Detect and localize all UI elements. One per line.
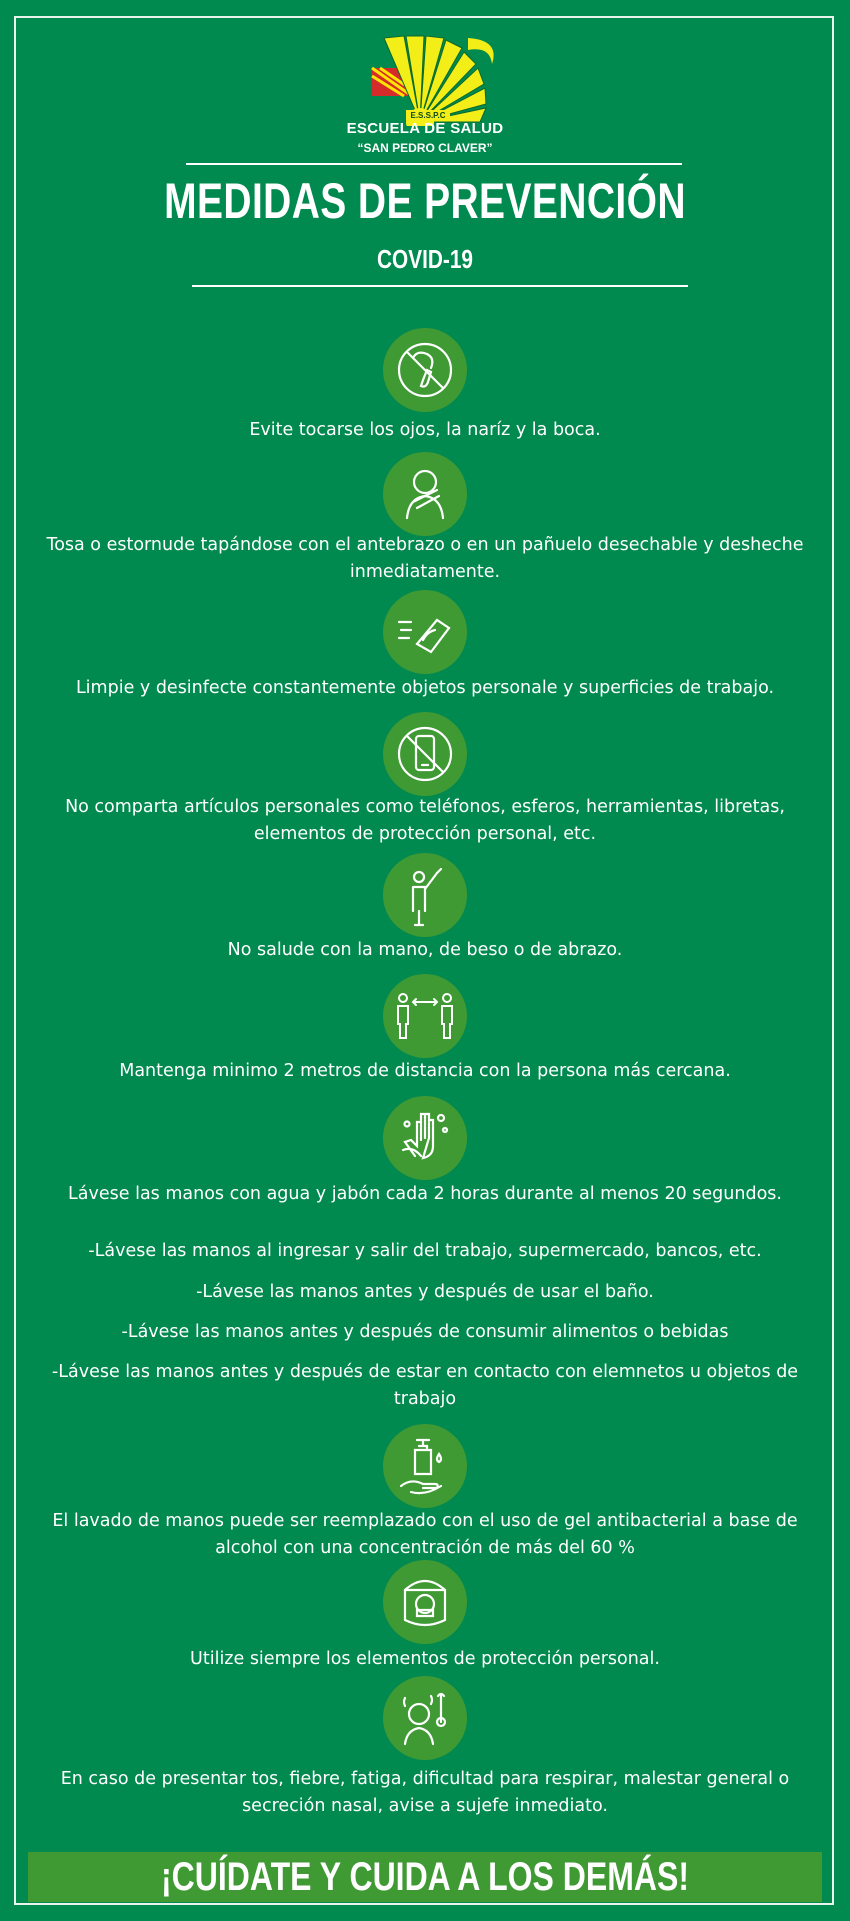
- measure-text: Tosa o estornude tapándose con el antebrazo o en un pañuelo desechable y desheche inmediatamente.: [46, 535, 804, 582]
- no-share-phone-icon: [383, 712, 467, 796]
- wash-note: -Lávese las manos al ingresar y salir del trabajo, supermercado, bancos, etc.: [88, 1241, 762, 1261]
- wash-hands-icon: [383, 1096, 467, 1180]
- measure-text: Utilize siempre los elementos de protección personal.: [190, 1649, 660, 1669]
- no-touch-face-icon: [383, 328, 467, 412]
- school-logo: [370, 34, 500, 126]
- wave-greeting-icon: [383, 853, 467, 937]
- footer-slogan: ¡CUÍDATE Y CUIDA A LOS DEMÁS!: [160, 1855, 690, 1899]
- page-subtitle: COVID-19: [377, 244, 473, 274]
- measure-text: Limpie y desinfecte constantemente objetos personale y superficies de trabajo.: [75, 678, 775, 698]
- school-name: ESCUELA DE SALUD: [346, 120, 504, 137]
- measure-text: El lavado de manos puede ser reemplazado con el uso de gel antibacterial a base de alcohol con una concentración de más del 60 %: [52, 1511, 798, 1558]
- title-bottom-rule: [192, 285, 688, 287]
- measure-text: No salude con la mano, de beso o de abrazo.: [227, 940, 623, 960]
- school-subtitle: “SAN PEDRO CLAVER”: [357, 141, 493, 155]
- svg-text:E.S.S.P.C: E.S.S.P.C: [410, 111, 446, 120]
- wash-note: -Lávese las manos antes y después de estar en contacto con elemnetos u objetos de trabajo: [51, 1362, 799, 1409]
- page-title: MEDIDAS DE PREVENCIÓN: [164, 173, 686, 229]
- wipe-surface-icon: [383, 590, 467, 674]
- fever-symptoms-icon: [383, 1676, 467, 1760]
- hand-sanitizer-icon: [383, 1424, 467, 1508]
- face-shield-icon: [383, 1560, 467, 1644]
- measure-text: Lávese las manos con agua y jabón cada 2 horas durante al menos 20 segundos.: [68, 1184, 782, 1204]
- sun-rays-logo-icon: [370, 34, 500, 126]
- title-top-rule: [186, 163, 682, 165]
- measure-text: En caso de presentar tos, fiebre, fatiga, dificultad para respirar, malestar general o secreción nasal, avise a sujefe inmediato.: [60, 1769, 790, 1816]
- measure-text: Mantenga minimo 2 metros de distancia con la persona más cercana.: [119, 1061, 731, 1081]
- footer-band: [28, 1852, 822, 1902]
- wash-note: -Lávese las manos antes y después de usar el baño.: [196, 1282, 654, 1302]
- measure-text: No comparta artículos personales como teléfonos, esferos, herramientas, libretas, elementos de protección personal, etc.: [65, 797, 785, 844]
- wash-note: -Lávese las manos antes y después de consumir alimentos o bebidas: [121, 1322, 729, 1342]
- cough-elbow-icon: [383, 452, 467, 536]
- measure-text: Evite tocarse los ojos, la naríz y la boca.: [249, 420, 601, 440]
- social-distance-icon: [383, 974, 467, 1058]
